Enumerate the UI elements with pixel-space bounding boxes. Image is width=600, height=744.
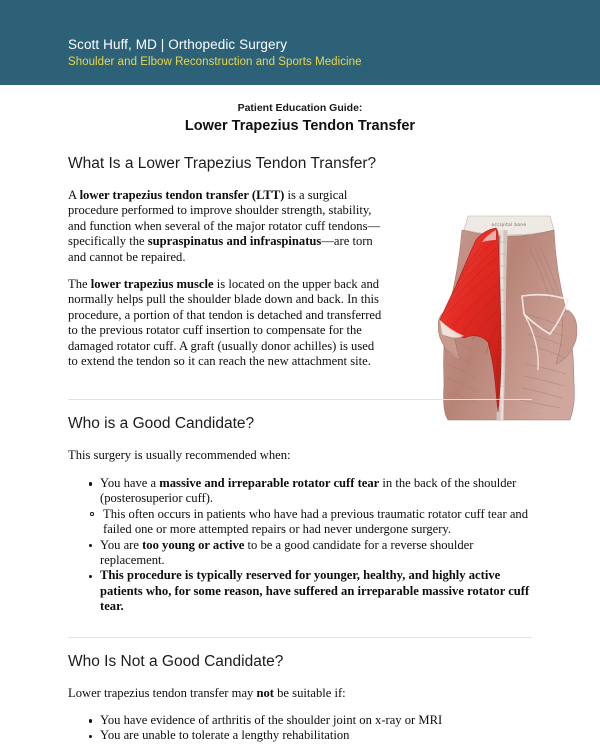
what-is-paragraph-2: The lower trapezius muscle is located on the upper back and normally helps pull the shoulder blade down and back. In this procedure, a portion of that tendon is detached and transferred to the previous rotator cuff insertion to compensate for the damaged rotator cuff. A graft (usually donor achilles) is used to extend the tendon so it can reach the new attachment site. <box>68 277 382 369</box>
section-good-candidate <box>0 414 600 614</box>
trapezius-anatomy-illustration <box>438 214 580 426</box>
list-item: This procedure is typically reserved for younger, healthy, and highly active patients who, for some reason, have suffered an irreparable massive rotator cuff tear. <box>68 568 532 614</box>
divider-1-wrapper <box>0 399 600 400</box>
svg-text:occipital bone: occipital bone <box>491 222 527 227</box>
header-text-group <box>68 36 362 70</box>
page-title: Lower Trapezius Tendon Transfer <box>184 118 416 134</box>
site-header <box>0 0 600 85</box>
list-item: You are too young or active to be a good candidate for a reverse shoulder replacement. <box>68 538 532 569</box>
good-candidate-intro: This surgery is usually recommended when: <box>68 448 291 463</box>
list-item: You are unable to tolerate a lengthy rehabilitation <box>68 728 532 743</box>
list-item: You have evidence of arthritis of the shoulder joint on x-ray or MRI <box>68 713 532 728</box>
practitioner-specialty: Shoulder and Elbow Reconstruction and Sports Medicine <box>68 56 362 68</box>
document-kicker: Patient Education Guide: <box>237 102 363 114</box>
not-candidate-intro: Lower trapezius tendon transfer may not be suitable if: <box>68 685 346 700</box>
section-divider-2 <box>68 637 532 638</box>
section-what-is <box>0 154 600 369</box>
what-is-paragraph-1: A lower trapezius tendon transfer (LTT) is a surgical procedure performed to improve shoulder strength, stability, and function when several of the major rotator cuff tendons—specifically the supraspinatus and infraspinatus—are torn and cannot be repaired. <box>68 188 381 264</box>
document-title-block <box>0 101 600 136</box>
section-heading-what-is: What Is a Lower Trapezius Tendon Transfer? <box>68 155 377 172</box>
not-candidate-bullet-list <box>68 713 532 744</box>
section-divider-1 <box>68 399 532 400</box>
practitioner-name: Scott Huff, MD | Orthopedic Surgery <box>68 37 288 52</box>
divider-2-wrapper <box>0 637 600 638</box>
list-item: You have a massive and irreparable rotator cuff tear in the back of the shoulder (posterosuperior cuff). <box>68 476 532 507</box>
sub-list-item: This often occurs in patients who have had a previous traumatic rotator cuff tear and failed one or more attempted repairs or had never undergone surgery. <box>68 507 532 538</box>
section-heading-not-candidate: Who Is Not a Good Candidate? <box>68 652 284 670</box>
section-not-candidate <box>0 652 600 744</box>
section-heading-good-candidate: Who is a Good Candidate? <box>68 415 255 433</box>
good-candidate-bullet-list <box>68 476 532 615</box>
document-page <box>0 85 600 744</box>
sub-bullet-list <box>68 507 532 538</box>
